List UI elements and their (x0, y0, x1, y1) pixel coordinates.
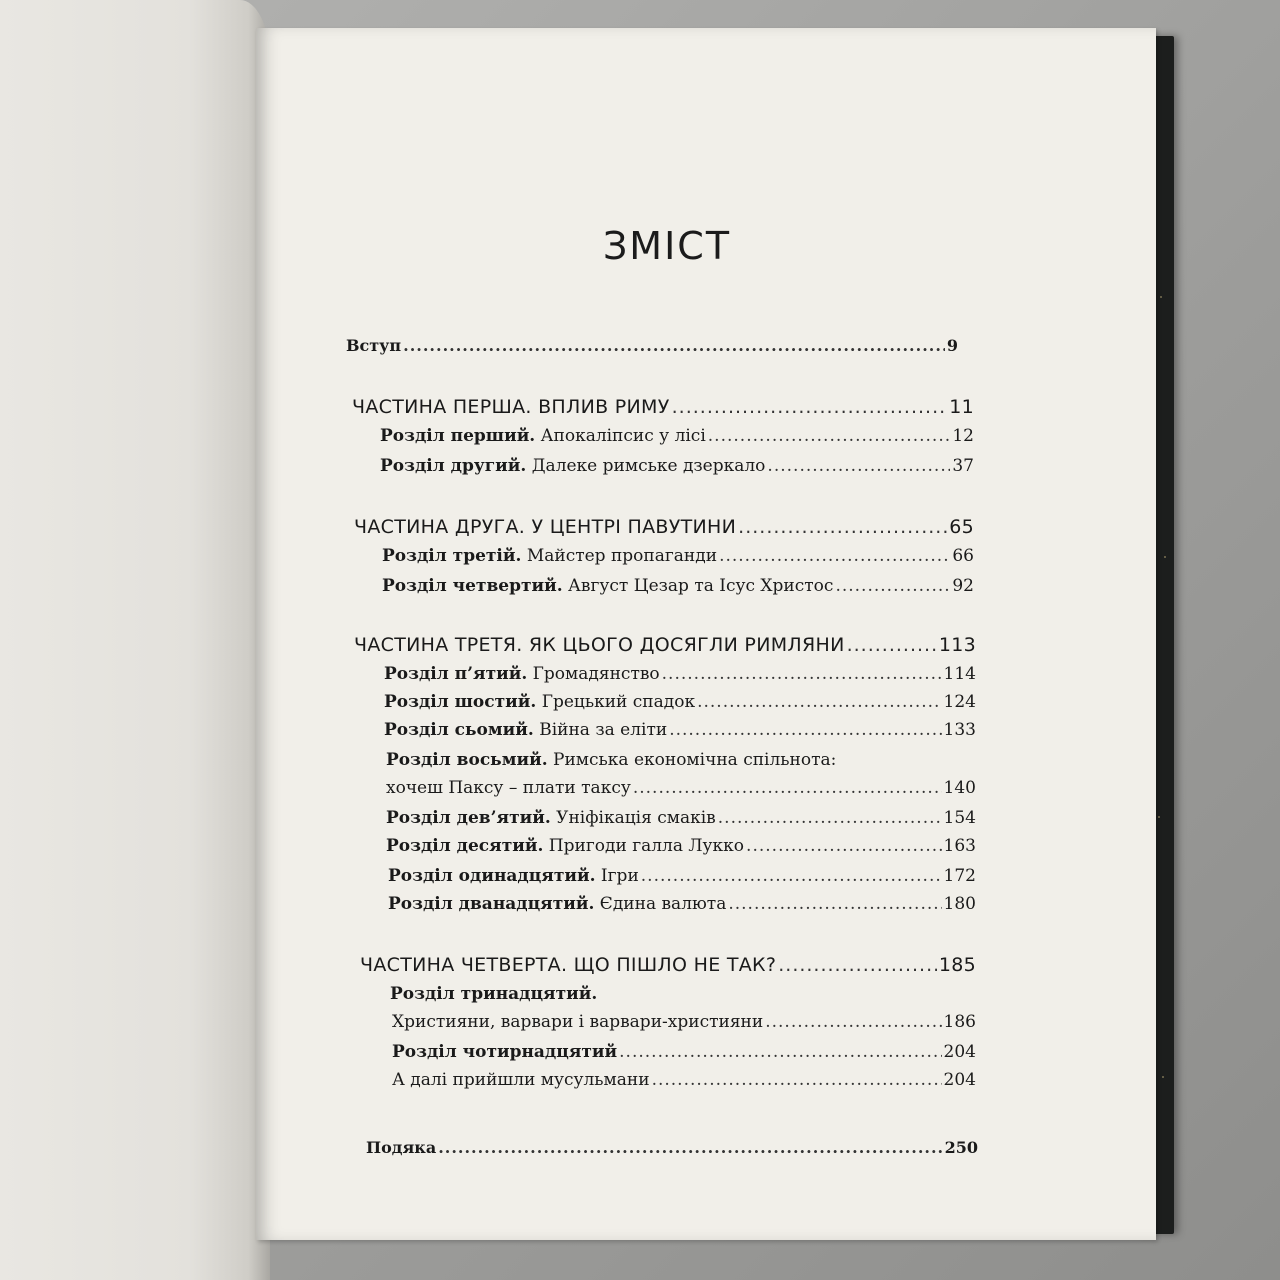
toc-part-3: ЧАСТИНА ТРЕТЯ. ЯК ЦЬОГО ДОСЯГЛИ РИМЛЯНИ ..... 113 (354, 634, 976, 656)
toc-chapter-13-cont: Християни, варвари і варвари-християни ..... 186 (392, 1012, 976, 1032)
dot-leader (708, 426, 951, 446)
dot-leader (619, 1042, 941, 1062)
left-page (0, 0, 270, 1280)
dot-leader (697, 692, 941, 712)
dot-leader (403, 336, 945, 355)
toc-chapter-11: Розділ одинадцятий. Ігри ..... 172 (388, 866, 976, 886)
toc-part-2: ЧАСТИНА ДРУГА. У ЦЕНТРІ ПАВУТИНИ ..... 65 (354, 516, 974, 538)
dot-leader (728, 894, 941, 914)
toc-chapter-5: Розділ п’ятий. Громадянство ..... 114 (384, 664, 976, 684)
toc-chapter-7: Розділ сьомий. Війна за еліти ..... 133 (384, 720, 976, 740)
toc-entry-acknowledgements: Подяка ..... 250 (366, 1138, 978, 1157)
toc-chapter-8: Розділ восьмий. Римська економічна спільнота: (386, 750, 837, 770)
dot-leader (672, 396, 948, 418)
toc-page (256, 28, 1156, 1240)
dot-leader (652, 1070, 942, 1090)
dot-leader (718, 808, 942, 828)
dot-leader (765, 1012, 941, 1032)
toc-chapter-13: Розділ тринадцятий. (390, 984, 598, 1004)
toc-chapter-1: Розділ перший. Апокаліпсис у лісі ..... 12 (380, 426, 974, 446)
toc-chapter-4: Розділ четвертий. Август Цезар та Ісус Христос ..... 92 (382, 576, 974, 596)
dot-leader (662, 664, 942, 684)
page-title: ЗМІСТ (602, 224, 732, 268)
toc-chapter-6: Розділ шостий. Грецький спадок ..... 124 (384, 692, 976, 712)
toc-chapter-14-cont: А далі прийшли мусульмани ..... 204 (392, 1070, 976, 1090)
dot-leader (633, 778, 942, 798)
dot-leader (746, 836, 942, 856)
dot-leader (438, 1138, 942, 1157)
table-of-contents (256, 28, 1156, 1240)
dot-leader (669, 720, 941, 740)
toc-chapter-3: Розділ третій. Майстер пропаганди ..... 66 (382, 546, 974, 566)
toc-chapter-9: Розділ дев’ятий. Уніфікація смаків ..... 154 (386, 808, 976, 828)
toc-part-1: ЧАСТИНА ПЕРША. ВПЛИВ РИМУ ..... 11 (352, 396, 974, 418)
toc-chapter-8-cont: хочеш Паксу – плати таксу ..... 140 (386, 778, 976, 798)
toc-entry-intro: Вступ ..... 9 (346, 336, 958, 355)
dot-leader (778, 954, 937, 976)
dot-leader (767, 456, 950, 476)
dot-leader (641, 866, 942, 886)
dot-leader (835, 576, 950, 596)
dot-leader (738, 516, 947, 538)
toc-chapter-12: Розділ дванадцятий. Єдина валюта ..... 180 (388, 894, 976, 914)
toc-chapter-14: Розділ чотирнадцятий ..... 204 (392, 1042, 976, 1062)
dot-leader (847, 634, 937, 656)
toc-part-4: ЧАСТИНА ЧЕТВЕРТА. ЩО ПІШЛО НЕ ТАК? ..... 185 (360, 954, 976, 976)
dot-leader (719, 546, 950, 566)
bleed-through-text (0, 170, 250, 1070)
toc-chapter-10: Розділ десятий. Пригоди галла Лукко ..... 163 (386, 836, 976, 856)
toc-chapter-2: Розділ другий. Далеке римське дзеркало ..... 37 (380, 456, 974, 476)
